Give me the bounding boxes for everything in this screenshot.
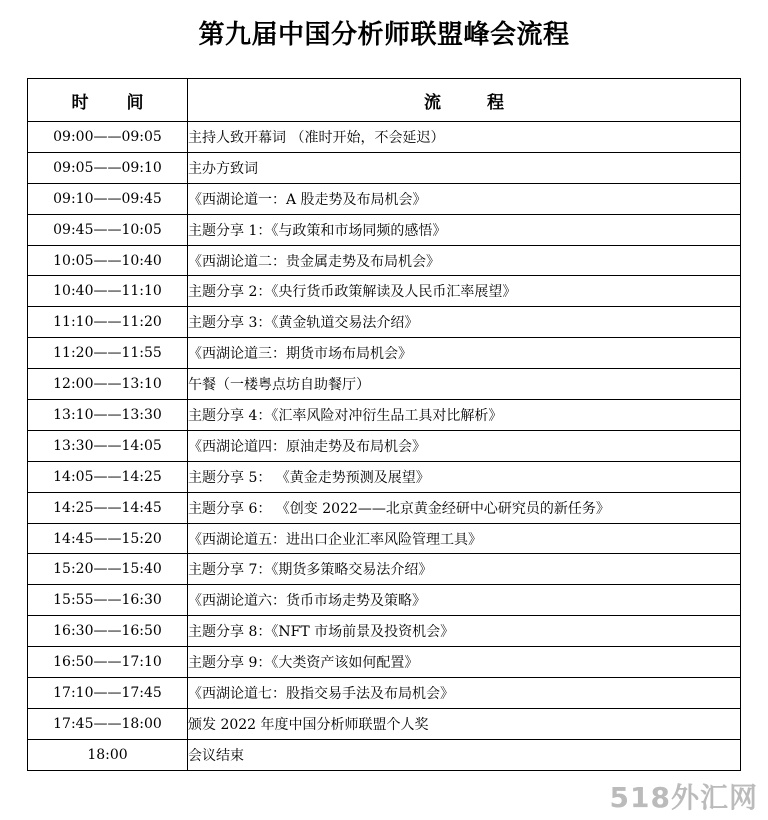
time-cell: 14:45——15:20 — [28, 523, 188, 554]
table-row — [28, 523, 741, 554]
time-cell: 10:40——11:10 — [28, 276, 188, 307]
agenda-item-cell: 《西湖论道三：期货市场布局机会》 — [188, 338, 741, 369]
time-cell: 14:05——14:25 — [28, 461, 188, 492]
flow-column-header: 流程 — [188, 79, 741, 122]
agenda-item-cell: 《西湖论道四：原油走势及布局机会》 — [188, 430, 741, 461]
time-cell: 15:20——15:40 — [28, 554, 188, 585]
table-row — [28, 585, 741, 616]
time-cell: 15:55——16:30 — [28, 585, 188, 616]
time-cell: 09:10——09:45 — [28, 183, 188, 214]
table-row — [28, 369, 741, 400]
agenda-item-cell: 主题分享 7：《期货多策略交易法介绍》 — [188, 554, 741, 585]
time-cell: 13:10——13:30 — [28, 400, 188, 431]
table-row — [28, 708, 741, 739]
table-row — [28, 122, 741, 153]
time-cell: 09:05——09:10 — [28, 152, 188, 183]
agenda-item-cell: 《西湖论道七：股指交易手法及布局机会》 — [188, 678, 741, 709]
agenda-item-cell: 《西湖论道六：货币市场走势及策略》 — [188, 585, 741, 616]
time-cell: 10:05——10:40 — [28, 245, 188, 276]
agenda-item-cell: 主题分享 5： 《黄金走势预测及展望》 — [188, 461, 741, 492]
table-row — [28, 430, 741, 461]
table-row — [28, 678, 741, 709]
time-cell: 17:45——18:00 — [28, 708, 188, 739]
agenda-item-cell: 《西湖论道一：A 股走势及布局机会》 — [188, 183, 741, 214]
time-cell: 17:10——17:45 — [28, 678, 188, 709]
table-row — [28, 492, 741, 523]
agenda-item-cell: 主办方致词 — [188, 152, 741, 183]
agenda-item-cell: 主题分享 9：《大类资产该如何配置》 — [188, 647, 741, 678]
page-title: 第九届中国分析师联盟峰会流程 — [198, 20, 570, 50]
table-row — [28, 152, 741, 183]
time-cell: 11:10——11:20 — [28, 307, 188, 338]
table-row — [28, 183, 741, 214]
agenda-item-cell: 主题分享 6： 《创变 2022——北京黄金经研中心研究员的新任务》 — [188, 492, 741, 523]
time-cell: 16:30——16:50 — [28, 616, 188, 647]
agenda-item-cell: 主持人致开幕词 （准时开始，不会延迟） — [188, 122, 741, 153]
time-cell: 11:20——11:55 — [28, 338, 188, 369]
table-row — [28, 245, 741, 276]
agenda-item-cell: 主题分享 4：《汇率风险对冲衍生品工具对比解析》 — [188, 400, 741, 431]
schedule-table — [27, 78, 741, 771]
table-row — [28, 214, 741, 245]
agenda-item-cell: 颁发 2022 年度中国分析师联盟个人奖 — [188, 708, 741, 739]
agenda-item-cell: 《西湖论道五：进出口企业汇率风险管理工具》 — [188, 523, 741, 554]
time-cell: 18:00 — [28, 739, 188, 770]
time-cell: 09:45——10:05 — [28, 214, 188, 245]
agenda-item-cell: 主题分享 2：《央行货币政策解读及人民币汇率展望》 — [188, 276, 741, 307]
table-row — [28, 616, 741, 647]
table-row — [28, 739, 741, 770]
table-row — [28, 400, 741, 431]
site-watermark: 518外汇网 — [609, 781, 758, 814]
table-row — [28, 461, 741, 492]
time-cell: 13:30——14:05 — [28, 430, 188, 461]
time-cell: 09:00——09:05 — [28, 122, 188, 153]
table-row — [28, 647, 741, 678]
agenda-item-cell: 主题分享 8：《NFT 市场前景及投资机会》 — [188, 616, 741, 647]
agenda-item-cell: 《西湖论道二：贵金属走势及布局机会》 — [188, 245, 741, 276]
time-cell: 14:25——14:45 — [28, 492, 188, 523]
table-row — [28, 276, 741, 307]
table-row — [28, 338, 741, 369]
time-cell: 12:00——13:10 — [28, 369, 188, 400]
agenda-item-cell: 会议结束 — [188, 739, 741, 770]
table-row — [28, 554, 741, 585]
table-row — [28, 307, 741, 338]
time-cell: 16:50——17:10 — [28, 647, 188, 678]
agenda-item-cell: 主题分享 1：《与政策和市场同频的感悟》 — [188, 214, 741, 245]
agenda-item-cell: 主题分享 3：《黄金轨道交易法介绍》 — [188, 307, 741, 338]
time-column-header: 时间 — [28, 79, 188, 122]
table-header-row — [28, 79, 741, 122]
agenda-item-cell: 午餐（一楼粤点坊自助餐厅） — [188, 369, 741, 400]
